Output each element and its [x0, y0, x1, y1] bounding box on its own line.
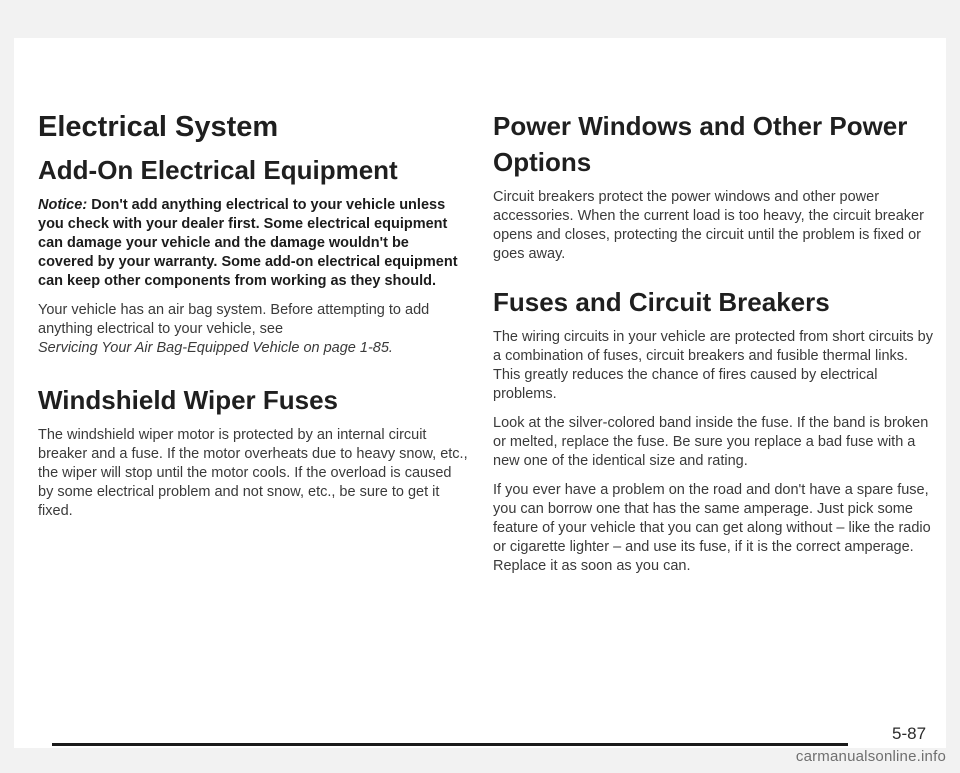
airbag-text: Your vehicle has an air bag system. Before attempting to add anything electrical to your vehicle, see [38, 302, 430, 337]
fuses-paragraph-2: Look at the silver-colored band inside the fuse. If the band is broken or melted, replace the fuse. Be sure you replace a bad fuse with a new one of the identical size and rating. [493, 415, 929, 469]
addon-heading: Add-On Electrical Equipment [38, 155, 398, 185]
airbag-reference-link[interactable]: Servicing Your Air Bag-Equipped Vehicle on page 1-85. [38, 340, 393, 356]
left-column [38, 110, 468, 531]
wiper-heading: Windshield Wiper Fuses [38, 385, 339, 415]
footer-rule [52, 743, 848, 746]
notice-text: Don't add anything electrical to your vehicle unless you check with your dealer first. Some electrical equipment can damage your vehicle and the damage wouldn't be covered by your warranty. Some add-on electrical equipment can keep other components from working as they should. [38, 197, 458, 289]
power-paragraph: Circuit breakers protect the power windows and other power accessories. When the current load is too heavy, the circuit breaker opens and closes, protecting the circuit until the problem is fixed or goes away. [493, 189, 924, 262]
wiper-paragraph: The windshield wiper motor is protected by an internal circuit breaker and a fuse. If the motor overheats due to heavy snow, etc., the wiper will stop until the motor cools. If the overload is caused by some electrical problem and not snow, etc., be sure to get it fixed. [38, 427, 468, 519]
section-title: Electrical System [38, 111, 279, 143]
page-number: 5-87 [892, 724, 927, 743]
fuses-heading: Fuses and Circuit Breakers [493, 287, 830, 317]
power-heading: Power Windows and Other Power Options [493, 111, 908, 177]
site-watermark: carmanualsonline.info [795, 748, 946, 765]
notice-paragraph [38, 196, 468, 291]
fuses-paragraph-1: The wiring circuits in your vehicle are protected from short circuits by a combination of fuses, circuit breakers and fusible thermal links. This greatly reduces the chance of fires caused by electrical problems. [493, 329, 933, 402]
fuses-paragraph-3: If you ever have a problem on the road and don't have a spare fuse, you can borrow one that has the same amperage. Just pick some feature of your vehicle that you can get along without – like the radio or cigarette lighter – and use its fuse, if it is the correct amperage. Replace it as soon as you can. [493, 482, 931, 574]
manual-page [14, 38, 946, 748]
notice-label: Notice: [38, 197, 88, 213]
airbag-paragraph [38, 301, 468, 358]
right-column [493, 108, 933, 586]
